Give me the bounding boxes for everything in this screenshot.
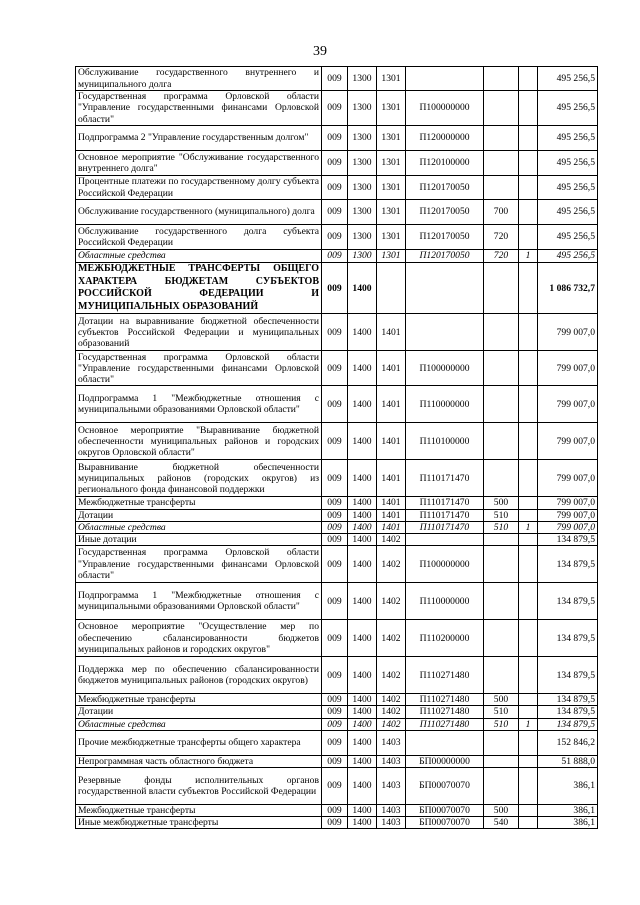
row-name: Основное мероприятие "Обслуживание государственного внутреннего долга" xyxy=(76,151,322,176)
row-name: Областные средства xyxy=(76,250,322,263)
row-name: Обслуживание государственного внутреннего и муниципального долга xyxy=(76,67,322,91)
amount: 495 256,5 xyxy=(538,250,598,263)
amount: 134 879,5 xyxy=(538,546,598,583)
table-row xyxy=(76,126,598,151)
amount: 799 007,0 xyxy=(538,386,598,423)
subsection-code: 1301 xyxy=(377,67,406,91)
funding-source-code xyxy=(519,768,538,805)
row-name: Основное мероприятие "Осуществление мер по обеспечению сбалансированности бюджетов муниципальных районов и городских округов" xyxy=(76,620,322,657)
subsection-code: 1301 xyxy=(377,126,406,151)
table-row xyxy=(76,657,598,694)
table-row xyxy=(76,755,598,767)
admin-code: 009 xyxy=(322,263,348,314)
target-item-code: БП00070070 xyxy=(406,817,484,829)
admin-code: 009 xyxy=(322,200,348,225)
section-code: 1400 xyxy=(348,497,377,509)
subsection-code: 1401 xyxy=(377,460,406,497)
funding-source-code xyxy=(519,351,538,386)
admin-code: 009 xyxy=(322,694,348,706)
subsection-code: 1301 xyxy=(377,250,406,263)
target-item-code xyxy=(406,533,484,545)
expense-type-code xyxy=(484,263,519,314)
expense-type-code: 510 xyxy=(484,521,519,533)
funding-source-code: 1 xyxy=(519,250,538,263)
section-code: 1400 xyxy=(348,386,377,423)
target-item-code: П120170050 xyxy=(406,250,484,263)
amount: 152 846,2 xyxy=(538,730,598,755)
admin-code: 009 xyxy=(322,151,348,176)
section-code: 1300 xyxy=(348,200,377,225)
table-row xyxy=(76,225,598,250)
expense-type-code xyxy=(484,657,519,694)
target-item-code: П120100000 xyxy=(406,151,484,176)
amount: 799 007,0 xyxy=(538,521,598,533)
table-row xyxy=(76,263,598,314)
target-item-code xyxy=(406,263,484,314)
amount: 134 879,5 xyxy=(538,533,598,545)
target-item-code: П110271480 xyxy=(406,657,484,694)
subsection-code: 1402 xyxy=(377,533,406,545)
target-item-code: П100000000 xyxy=(406,351,484,386)
amount: 799 007,0 xyxy=(538,423,598,460)
funding-source-code xyxy=(519,583,538,620)
admin-code: 009 xyxy=(322,533,348,545)
table-row xyxy=(76,351,598,386)
amount: 495 256,5 xyxy=(538,176,598,200)
expense-type-code: 510 xyxy=(484,718,519,730)
target-item-code xyxy=(406,730,484,755)
section-code: 1400 xyxy=(348,706,377,718)
expense-type-code xyxy=(484,151,519,176)
expense-type-code xyxy=(484,755,519,767)
expense-type-code xyxy=(484,91,519,126)
target-item-code: П100000000 xyxy=(406,91,484,126)
section-code: 1400 xyxy=(348,460,377,497)
table-row xyxy=(76,730,598,755)
row-name: Межбюджетные трансферты xyxy=(76,694,322,706)
table-row xyxy=(76,423,598,460)
row-name: Государственная программа Орловской области "Управление государственными финансами Орловской области" xyxy=(76,546,322,583)
funding-source-code xyxy=(519,620,538,657)
funding-source-code xyxy=(519,460,538,497)
subsection-code: 1403 xyxy=(377,768,406,805)
amount: 386,1 xyxy=(538,817,598,829)
target-item-code: П120170050 xyxy=(406,176,484,200)
amount: 134 879,5 xyxy=(538,694,598,706)
subsection-code: 1403 xyxy=(377,730,406,755)
expense-type-code xyxy=(484,423,519,460)
funding-source-code xyxy=(519,533,538,545)
funding-source-code xyxy=(519,694,538,706)
amount: 386,1 xyxy=(538,768,598,805)
subsection-code: 1402 xyxy=(377,657,406,694)
target-item-code: БП00070070 xyxy=(406,768,484,805)
row-name: Иные межбюджетные трансферты xyxy=(76,817,322,829)
admin-code: 009 xyxy=(322,620,348,657)
expense-type-code xyxy=(484,768,519,805)
section-code: 1300 xyxy=(348,176,377,200)
table-row xyxy=(76,620,598,657)
section-code: 1400 xyxy=(348,805,377,817)
expense-type-code xyxy=(484,620,519,657)
funding-source-code xyxy=(519,509,538,521)
subsection-code: 1402 xyxy=(377,706,406,718)
admin-code: 009 xyxy=(322,225,348,250)
section-code: 1400 xyxy=(348,768,377,805)
funding-source-code xyxy=(519,314,538,351)
table-row xyxy=(76,250,598,263)
amount: 495 256,5 xyxy=(538,200,598,225)
target-item-code: П110100000 xyxy=(406,423,484,460)
admin-code: 009 xyxy=(322,250,348,263)
target-item-code: П120000000 xyxy=(406,126,484,151)
table-row xyxy=(76,151,598,176)
table-row xyxy=(76,509,598,521)
row-name: МЕЖБЮДЖЕТНЫЕ ТРАНСФЕРТЫ ОБЩЕГО ХАРАКТЕРА БЮДЖЕТАМ СУБЪЕКТОВ РОССИЙСКОЙ ФЕДЕРАЦИИ И МУНИЦИПАЛЬНЫХ ОБРАЗОВАНИЙ xyxy=(76,263,322,314)
target-item-code: П120170050 xyxy=(406,225,484,250)
subsection-code: 1301 xyxy=(377,91,406,126)
table-row xyxy=(76,817,598,829)
amount: 495 256,5 xyxy=(538,67,598,91)
section-code: 1400 xyxy=(348,521,377,533)
funding-source-code xyxy=(519,176,538,200)
amount: 134 879,5 xyxy=(538,620,598,657)
subsection-code: 1403 xyxy=(377,805,406,817)
funding-source-code xyxy=(519,91,538,126)
section-code: 1400 xyxy=(348,351,377,386)
funding-source-code xyxy=(519,126,538,151)
admin-code: 009 xyxy=(322,546,348,583)
funding-source-code xyxy=(519,151,538,176)
subsection-code: 1402 xyxy=(377,546,406,583)
expense-type-code xyxy=(484,176,519,200)
subsection-code: 1301 xyxy=(377,176,406,200)
subsection-code: 1402 xyxy=(377,583,406,620)
subsection-code: 1403 xyxy=(377,755,406,767)
section-code: 1400 xyxy=(348,583,377,620)
expense-type-code: 540 xyxy=(484,817,519,829)
target-item-code: П110271480 xyxy=(406,718,484,730)
row-name: Дотации xyxy=(76,706,322,718)
table-row xyxy=(76,176,598,200)
funding-source-code: 1 xyxy=(519,718,538,730)
target-item-code xyxy=(406,67,484,91)
admin-code: 009 xyxy=(322,755,348,767)
section-code: 1400 xyxy=(348,533,377,545)
amount: 799 007,0 xyxy=(538,509,598,521)
admin-code: 009 xyxy=(322,351,348,386)
expense-type-code xyxy=(484,546,519,583)
row-name: Межбюджетные трансферты xyxy=(76,497,322,509)
target-item-code: БП00000000 xyxy=(406,755,484,767)
row-name: Процентные платежи по государственному долгу субъекта Российской Федерации xyxy=(76,176,322,200)
amount: 799 007,0 xyxy=(538,497,598,509)
amount: 799 007,0 xyxy=(538,460,598,497)
expense-type-code: 510 xyxy=(484,706,519,718)
expense-type-code xyxy=(484,386,519,423)
row-name: Подпрограмма 2 "Управление государственным долгом" xyxy=(76,126,322,151)
subsection-code: 1401 xyxy=(377,509,406,521)
admin-code: 009 xyxy=(322,497,348,509)
subsection-code xyxy=(377,263,406,314)
section-code: 1300 xyxy=(348,91,377,126)
section-code: 1300 xyxy=(348,126,377,151)
table-row xyxy=(76,546,598,583)
funding-source-code xyxy=(519,263,538,314)
expense-type-code xyxy=(484,67,519,91)
target-item-code: П110171470 xyxy=(406,509,484,521)
table-row xyxy=(76,314,598,351)
table-row xyxy=(76,521,598,533)
expense-type-code: 720 xyxy=(484,225,519,250)
target-item-code: П110171470 xyxy=(406,460,484,497)
row-name: Государственная программа Орловской области "Управление государственными финансами Орловской области" xyxy=(76,351,322,386)
expense-type-code: 500 xyxy=(484,805,519,817)
section-code: 1400 xyxy=(348,755,377,767)
funding-source-code xyxy=(519,423,538,460)
row-name: Межбюджетные трансферты xyxy=(76,805,322,817)
row-name: Основное мероприятие "Выравнивание бюджетной обеспеченности муниципальных районов и городских округов Орловской области" xyxy=(76,423,322,460)
table-row xyxy=(76,386,598,423)
row-name: Непрограммная часть областного бюджета xyxy=(76,755,322,767)
table-row xyxy=(76,718,598,730)
admin-code: 009 xyxy=(322,176,348,200)
expense-type-code xyxy=(484,126,519,151)
funding-source-code xyxy=(519,386,538,423)
target-item-code: БП00070070 xyxy=(406,805,484,817)
admin-code: 009 xyxy=(322,126,348,151)
row-name: Дотации xyxy=(76,509,322,521)
amount: 51 888,0 xyxy=(538,755,598,767)
section-code: 1400 xyxy=(348,718,377,730)
admin-code: 009 xyxy=(322,423,348,460)
admin-code: 009 xyxy=(322,706,348,718)
funding-source-code xyxy=(519,706,538,718)
expense-type-code: 700 xyxy=(484,200,519,225)
target-item-code: П110000000 xyxy=(406,583,484,620)
amount: 1 086 732,7 xyxy=(538,263,598,314)
funding-source-code xyxy=(519,200,538,225)
table-row xyxy=(76,706,598,718)
subsection-code: 1301 xyxy=(377,200,406,225)
amount: 495 256,5 xyxy=(538,151,598,176)
table-row xyxy=(76,460,598,497)
subsection-code: 1402 xyxy=(377,620,406,657)
table-row xyxy=(76,533,598,545)
amount: 495 256,5 xyxy=(538,91,598,126)
expense-type-code: 500 xyxy=(484,497,519,509)
row-name: Выравнивание бюджетной обеспеченности муниципальных районов (городских округов) из регионального фонда финансовой поддержки xyxy=(76,460,322,497)
table-row xyxy=(76,583,598,620)
row-name: Государственная программа Орловской области "Управление государственными финансами Орловской области" xyxy=(76,91,322,126)
row-name: Резервные фонды исполнительных органов государственной власти субъектов Российской Федерации xyxy=(76,768,322,805)
table-row xyxy=(76,67,598,91)
funding-source-code xyxy=(519,546,538,583)
table-row xyxy=(76,200,598,225)
section-code: 1400 xyxy=(348,817,377,829)
subsection-code: 1401 xyxy=(377,314,406,351)
admin-code: 009 xyxy=(322,509,348,521)
row-name: Областные средства xyxy=(76,718,322,730)
row-name: Обслуживание государственного (муниципального) долга xyxy=(76,200,322,225)
admin-code: 009 xyxy=(322,718,348,730)
admin-code: 009 xyxy=(322,91,348,126)
table-row xyxy=(76,768,598,805)
subsection-code: 1402 xyxy=(377,694,406,706)
admin-code: 009 xyxy=(322,583,348,620)
table-row xyxy=(76,497,598,509)
section-code: 1400 xyxy=(348,730,377,755)
target-item-code: П110171470 xyxy=(406,521,484,533)
row-name: Подпрограмма 1 "Межбюджетные отношения с муниципальными образованиями Орловской области" xyxy=(76,583,322,620)
expense-type-code: 510 xyxy=(484,509,519,521)
amount: 799 007,0 xyxy=(538,351,598,386)
subsection-code: 1401 xyxy=(377,521,406,533)
funding-source-code xyxy=(519,805,538,817)
amount: 134 879,5 xyxy=(538,583,598,620)
target-item-code: П100000000 xyxy=(406,546,484,583)
row-name: Дотации на выравнивание бюджетной обеспеченности субъектов Российской Федерации и муниципальных образований xyxy=(76,314,322,351)
funding-source-code xyxy=(519,67,538,91)
subsection-code: 1301 xyxy=(377,151,406,176)
amount: 134 879,5 xyxy=(538,718,598,730)
budget-table xyxy=(75,66,598,829)
subsection-code: 1401 xyxy=(377,423,406,460)
funding-source-code xyxy=(519,730,538,755)
admin-code: 009 xyxy=(322,314,348,351)
table-row xyxy=(76,91,598,126)
page-number: 39 xyxy=(313,44,327,59)
row-name: Подпрограмма 1 "Межбюджетные отношения с муниципальными образованиями Орловской области" xyxy=(76,386,322,423)
subsection-code: 1402 xyxy=(377,718,406,730)
admin-code: 009 xyxy=(322,521,348,533)
target-item-code: П120170050 xyxy=(406,200,484,225)
admin-code: 009 xyxy=(322,730,348,755)
section-code: 1400 xyxy=(348,263,377,314)
target-item-code xyxy=(406,314,484,351)
section-code: 1400 xyxy=(348,546,377,583)
admin-code: 009 xyxy=(322,768,348,805)
table-row xyxy=(76,805,598,817)
section-code: 1300 xyxy=(348,250,377,263)
subsection-code: 1401 xyxy=(377,351,406,386)
amount: 495 256,5 xyxy=(538,126,598,151)
funding-source-code xyxy=(519,657,538,694)
amount: 134 879,5 xyxy=(538,706,598,718)
expense-type-code xyxy=(484,314,519,351)
row-name: Обслуживание государственного долга субъекта Российской Федерации xyxy=(76,225,322,250)
expense-type-code xyxy=(484,730,519,755)
row-name: Поддержка мер по обеспечению сбалансированности бюджетов муниципальных районов (городских округов) xyxy=(76,657,322,694)
amount: 799 007,0 xyxy=(538,314,598,351)
admin-code: 009 xyxy=(322,460,348,497)
row-name: Областные средства xyxy=(76,521,322,533)
admin-code: 009 xyxy=(322,67,348,91)
funding-source-code xyxy=(519,755,538,767)
expense-type-code xyxy=(484,533,519,545)
expense-type-code: 720 xyxy=(484,250,519,263)
section-code: 1400 xyxy=(348,314,377,351)
subsection-code: 1401 xyxy=(377,497,406,509)
section-code: 1400 xyxy=(348,509,377,521)
section-code: 1300 xyxy=(348,67,377,91)
target-item-code: П110271480 xyxy=(406,706,484,718)
section-code: 1300 xyxy=(348,151,377,176)
amount: 134 879,5 xyxy=(538,657,598,694)
expense-type-code: 500 xyxy=(484,694,519,706)
expense-type-code xyxy=(484,583,519,620)
admin-code: 009 xyxy=(322,805,348,817)
target-item-code: П110171470 xyxy=(406,497,484,509)
row-name: Прочие межбюджетные трансферты общего характера xyxy=(76,730,322,755)
target-item-code: П110200000 xyxy=(406,620,484,657)
section-code: 1400 xyxy=(348,423,377,460)
row-name: Иные дотации xyxy=(76,533,322,545)
admin-code: 009 xyxy=(322,657,348,694)
section-code: 1400 xyxy=(348,620,377,657)
target-item-code: П110271480 xyxy=(406,694,484,706)
admin-code: 009 xyxy=(322,817,348,829)
section-code: 1400 xyxy=(348,657,377,694)
amount: 386,1 xyxy=(538,805,598,817)
table-row xyxy=(76,694,598,706)
expense-type-code xyxy=(484,351,519,386)
section-code: 1300 xyxy=(348,225,377,250)
subsection-code: 1401 xyxy=(377,386,406,423)
funding-source-code xyxy=(519,225,538,250)
funding-source-code xyxy=(519,817,538,829)
funding-source-code: 1 xyxy=(519,521,538,533)
section-code: 1400 xyxy=(348,694,377,706)
amount: 495 256,5 xyxy=(538,225,598,250)
subsection-code: 1403 xyxy=(377,817,406,829)
funding-source-code xyxy=(519,497,538,509)
admin-code: 009 xyxy=(322,386,348,423)
expense-type-code xyxy=(484,460,519,497)
subsection-code: 1301 xyxy=(377,225,406,250)
target-item-code: П110000000 xyxy=(406,386,484,423)
